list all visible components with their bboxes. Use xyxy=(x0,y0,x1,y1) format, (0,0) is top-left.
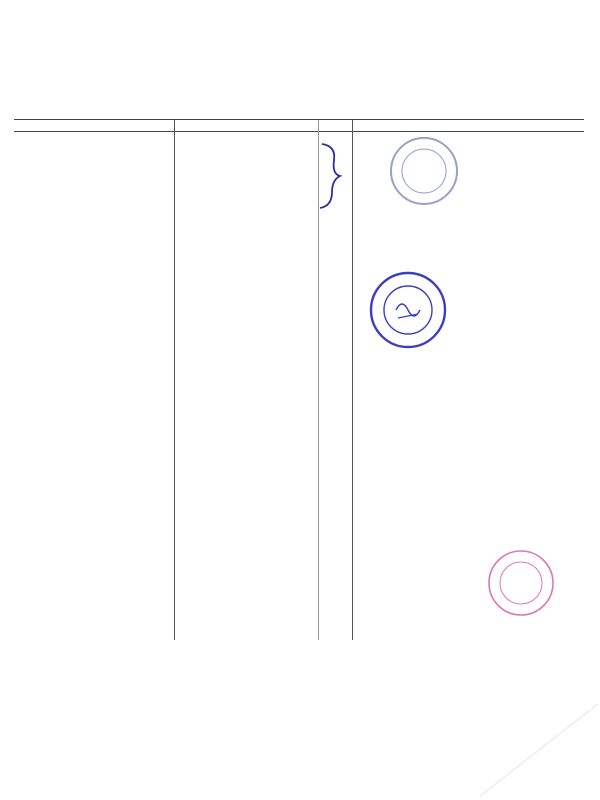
company-seal-stamp-middle xyxy=(368,270,448,350)
header-bottom-rule xyxy=(14,131,584,132)
company-seal-stamp-top xyxy=(388,135,460,207)
remarks-brace-mark xyxy=(316,140,344,212)
consignee-column-rule xyxy=(174,120,175,640)
pink-seal-stamp xyxy=(486,548,556,618)
signature-column-rule xyxy=(352,120,353,640)
scan-artifact-line xyxy=(480,700,600,800)
table-top-rule xyxy=(14,119,584,120)
barcode-image xyxy=(220,76,338,102)
